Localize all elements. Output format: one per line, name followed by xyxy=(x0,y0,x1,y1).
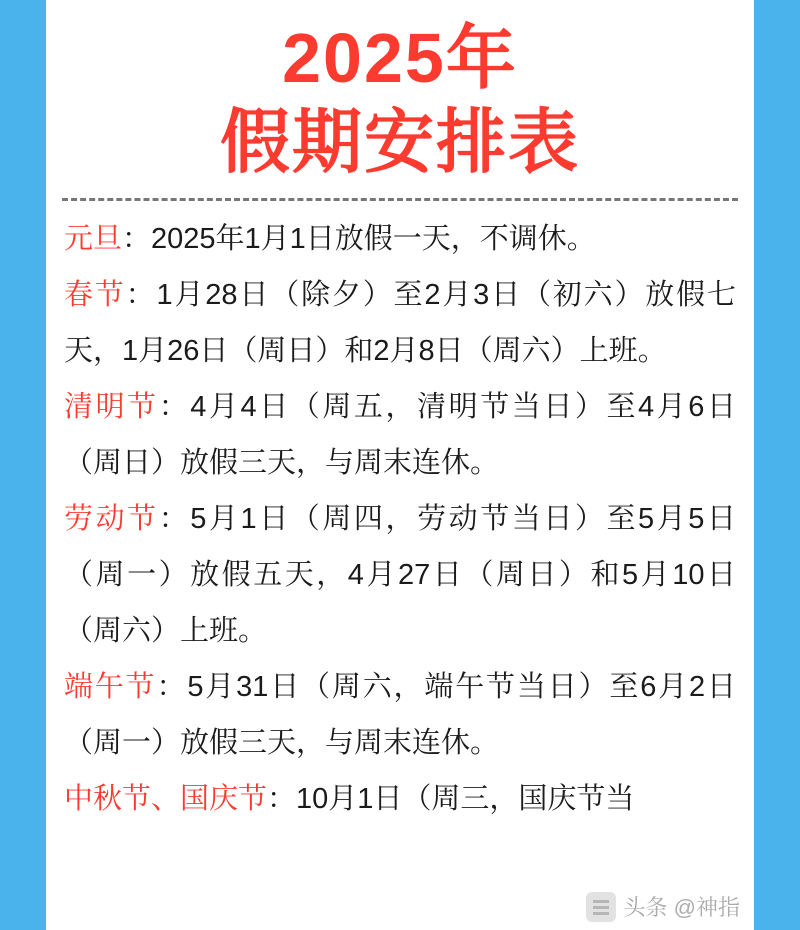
holiday-separator: ： xyxy=(125,279,157,311)
holiday-label: 中秋节、国庆节 xyxy=(64,783,268,815)
list-item xyxy=(64,491,736,659)
list-item xyxy=(64,379,736,491)
holiday-label: 清明节 xyxy=(64,391,159,423)
holiday-separator: ： xyxy=(158,503,191,535)
holiday-separator: ： xyxy=(267,783,297,815)
title-line-subject: 假期安排表 xyxy=(220,103,580,181)
holiday-label: 劳动节 xyxy=(64,503,159,535)
watermark-logo-icon xyxy=(586,892,616,922)
holiday-text: 4月4日（周五，清明节当日）至4月6日（周日）放假三天，与周末连休。 xyxy=(64,391,736,479)
holiday-label: 元旦 xyxy=(64,223,123,255)
holiday-separator: ： xyxy=(122,223,152,255)
holiday-separator: ： xyxy=(156,671,188,703)
title-line-year: 2025年 xyxy=(282,19,518,97)
page-title xyxy=(58,0,742,184)
watermark xyxy=(586,891,740,922)
holiday-text: 2025年1月1日放假一天，不调休。 xyxy=(151,223,596,255)
holiday-separator: ： xyxy=(158,391,191,423)
holiday-list xyxy=(58,211,742,827)
poster-card xyxy=(46,0,754,930)
list-item xyxy=(64,267,736,379)
holiday-text: 10月1日（周三，国庆节当 xyxy=(296,783,635,815)
holiday-label: 春节 xyxy=(64,279,126,311)
holiday-label: 端午节 xyxy=(64,671,157,703)
list-item xyxy=(64,659,736,771)
holiday-text: 5月1日（周四，劳动节当日）至5月5日（周一）放假五天，4月27日（周日）和5月10日（周六）上班。 xyxy=(64,503,736,647)
holiday-text: 5月31日（周六，端午节当日）至6月2日（周一）放假三天，与周末连休。 xyxy=(64,671,736,759)
list-item xyxy=(64,771,736,827)
watermark-text: 头条 @神指 xyxy=(623,895,740,920)
holiday-text: 1月28日（除夕）至2月3日（初六）放假七天，1月26日（周日）和2月8日（周六）上班。 xyxy=(64,279,736,367)
list-item xyxy=(64,211,736,267)
dashed-divider xyxy=(62,198,738,201)
